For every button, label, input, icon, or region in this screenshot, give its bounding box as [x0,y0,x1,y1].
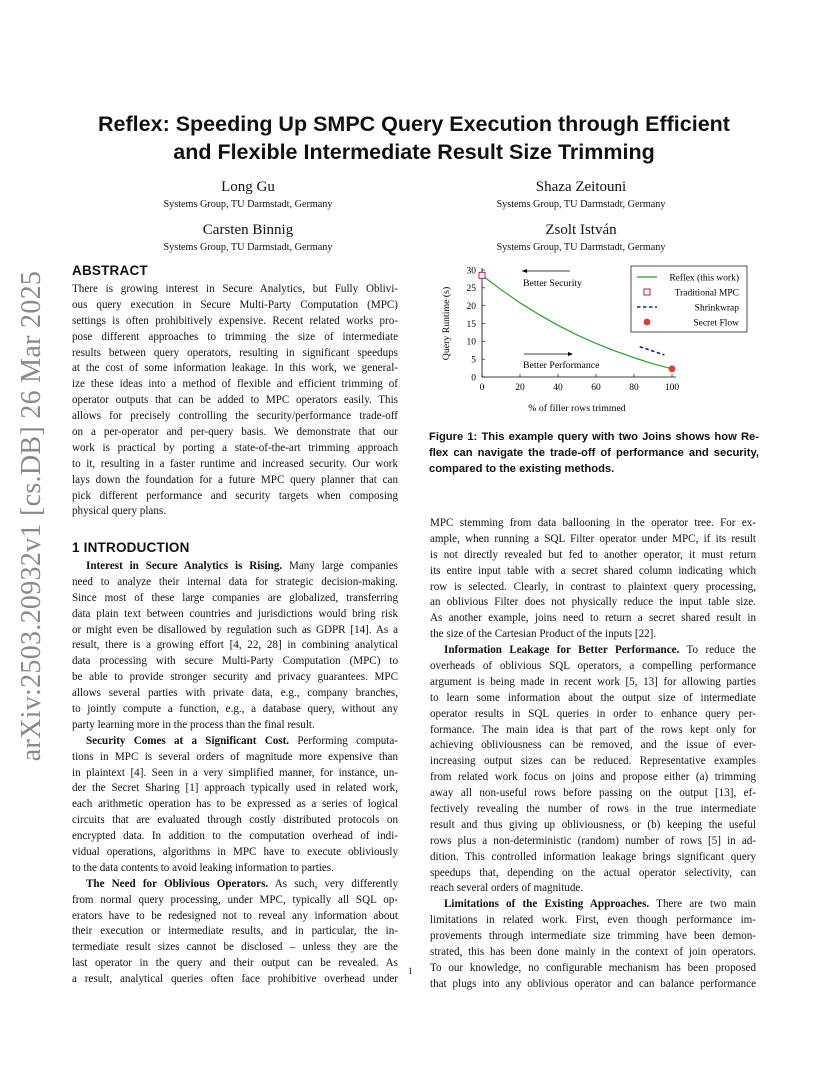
annotation-better-security: Better Security [523,278,583,289]
abstract-line: to it, resulting in a faster runtime and increased security. Our work [72,457,398,470]
text-line [430,897,756,913]
abstract-line: There is growing interest in Secure Analytics, but Fully Oblivi- [72,283,398,295]
abstract-body [72,282,398,520]
text-run: an oblivious Filter does not physically reduce the input table size. [430,596,756,609]
author-name: Shaza Zeitouni [535,179,627,195]
text-run: overheads of oblivious SQL operators, a compelling performance [430,660,756,673]
text-run: formance. The main idea is that part of the rows kept only for [430,723,756,736]
performance-arrow-head [568,352,573,356]
text-line [430,881,756,897]
abstract-line: physical query plans. [72,505,166,518]
title-line-2: and Flexible Intermediate Result Size Trimming [173,140,655,164]
author-affiliation: Systems Group, TU Darmstadt, Germany [496,199,666,210]
text-run: need to analyze their internal data for strategic decision-making. [72,575,398,588]
y-tick-label: 15 [466,319,476,330]
text-line [72,559,398,575]
text-line [72,877,398,893]
text-line [430,580,756,596]
abstract-line: settings is often prohibitively expensive. Recent related works pro- [72,314,398,327]
text-run: rows plus a non-deterministic (random) number of rows [5] in ad- [430,834,756,847]
text-run: its entire input table with a secret shared column indicating which [430,564,756,577]
page-number: 1 [408,966,413,976]
text-run: be able to provide stronger security and privacy guarantees. MPC [72,671,398,684]
annotation-better-performance: Better Performance [523,360,600,371]
legend-label: Secret Flow [693,318,739,329]
text-line [430,850,756,866]
y-tick-label: 30 [466,266,476,277]
text-line [72,940,398,956]
text-line [72,956,398,972]
text-run: There are two main [649,898,756,911]
text-run: circuits that are evaluated through costly distributed protocols on [72,814,398,827]
text-run: To reduce the [679,644,756,657]
text-line [430,675,756,691]
x-tick-label: 100 [664,383,680,393]
text-run: row is selected. Clearly, in contrast to plaintext query processing, [430,580,756,593]
text-line [430,786,756,802]
legend-swatch-circle [644,319,651,326]
author-affiliation: Systems Group, TU Darmstadt, Germany [163,199,333,210]
text-run: Many large companies [282,560,398,572]
text-line [72,797,398,813]
abstract-heading: ABSTRACT [72,263,148,278]
text-run: erators have to be redesigned not to reveal any information about [72,909,398,922]
x-axis-label: % of filler rows trimmed [528,403,626,414]
y-tick-label: 0 [471,373,476,384]
text-line [72,686,398,702]
paragraph-lead: Limitations of the Existing Approaches. [444,898,650,911]
text-line [430,595,756,611]
text-run: encrypted data. In addition to the computation overhead of indi- [72,830,398,843]
text-line [430,564,756,580]
paragraph-lead: Security Comes at a Significant Cost. [86,734,290,747]
caption-line: Figure 1: This example query with two Joins shows how Re- [429,431,759,443]
text-line [72,845,398,861]
text-run: in plaintext [4]. Seen in a very simplified manner, for instance, un- [72,766,398,779]
text-line [430,611,756,627]
text-run: operator results in SQL queries in order to enhance query per- [430,707,756,720]
abstract-line: pose different approaches to trimming the size of intermediate [72,330,398,343]
text-line [72,654,398,670]
abstract-line: on a per-operator and per-query basis. We demonstrate that our [72,426,398,439]
text-line [72,734,398,750]
text-line [72,575,398,591]
x-tick-label: 60 [591,383,601,393]
text-line [430,548,756,564]
abstract-line: results between query operators, resulting in significant speedups [72,346,398,359]
text-run: strated, this has been done mainly in the context of join operators. [430,946,756,959]
security-arrow-head [522,269,527,273]
text-line [72,591,398,607]
text-line [72,893,398,909]
caption-line: flex can navigate the trade-off of performance and security, [429,446,759,459]
y-tick-label: 20 [466,301,476,312]
text-line [430,929,756,945]
author-affiliation: Systems Group, TU Darmstadt, Germany [163,242,333,253]
text-line [430,754,756,770]
series-shrinkwrap-line [640,347,665,355]
text-line [72,861,398,877]
text-run: data plain text between countries and jurisdictions would bring risk [72,607,398,620]
text-run: tions in MPC is several orders of magnitude more expensive than [72,750,398,763]
text-line [430,913,756,929]
text-line [430,738,756,754]
text-line [430,532,756,548]
arxiv-stamp-text: arXiv:2503.20932v1 [cs.DB] 26 Mar 2025 [16,270,47,762]
title-line-1: Reflex: Speeding Up SMPC Query Execution through Efficient [98,112,730,136]
text-run: result, there is a growing effort [4, 22, 28] in combining analytical [72,639,398,652]
text-run: increasing output sizes can be reduced. Representative examples [430,755,756,768]
author-name: Long Gu [221,179,275,195]
text-line [430,866,756,882]
text-line [430,945,756,961]
text-run: Performing computa- [289,734,398,747]
text-line [430,627,756,643]
author-block-3 [78,221,418,254]
y-tick-label: 10 [466,337,476,348]
text-line [430,723,756,739]
text-line [430,691,756,707]
text-run: achieving obliviousness can be removed, and the issue of ever- [430,739,756,752]
y-axis-label: Query Runtime (s) [441,286,452,361]
text-line [72,972,398,988]
text-run: or might even be disallowed by regulation such as GDPR [14]. As a [72,623,398,636]
text-line [430,802,756,818]
author-block-4 [411,221,751,254]
author-name: Carsten Binnig [202,222,294,238]
legend-label: Shrinkwrap [694,303,739,314]
text-line [72,909,398,925]
text-run: data processing with secure Multi-Party Computation (MPC) to [72,655,398,668]
text-run: the size of the Cartesian Product of the inputs [22]. [430,628,657,641]
abstract-line: pick different performance and security targets when composing [72,489,398,502]
caption-line: compared to the existing methods. [429,462,615,475]
author-block-1 [78,178,418,211]
left-column-body [72,559,398,988]
text-line [430,707,756,723]
text-run: party learning more in the process than the final result. [72,718,315,731]
abstract-line: allows for precisely controlling the security/performance trade-off [72,410,398,423]
text-run: from normal query processing, under MPC, typically all SQL op- [72,893,398,906]
text-run: fectively revealing the number of rows in the true intermediate [430,803,756,816]
text-run: to the data contents to avoid leaking information to parties. [72,861,334,874]
text-run: As another example, joins need to return a secret shared result in [430,612,756,625]
paragraph-lead: Interest in Secure Analytics is Rising. [86,560,283,572]
runtime-chart [436,258,762,420]
text-line [72,638,398,654]
abstract-line: ize these ideas into a method of flexible and efficient trimming of [72,378,398,391]
text-run: termediate result sizes cannot be disclosed – unless they are the [72,941,398,954]
text-line [72,607,398,623]
text-line [72,813,398,829]
x-tick-label: 80 [629,383,639,393]
text-run: To our knowledge, no configurable mechanism has been proposed [430,961,756,974]
intro-heading: 1 INTRODUCTION [72,540,190,555]
text-run: to jointly compute a function, e.g., a database query, without any [72,703,398,716]
abstract-line: lays down the foundation for a future MPC query planner that can [72,473,398,486]
text-run: MPC stemming from data ballooning in the operator tree. For ex- [430,517,756,529]
x-tick-label: 40 [553,383,563,393]
text-run: their execution or intermediate results, and in particular, the in- [72,925,398,938]
text-line [430,659,756,675]
chart-legend [631,266,747,332]
text-line [72,750,398,766]
text-run: reach several orders of magnitude. [430,882,584,895]
text-run: last operator in the query and their output can be revealed. As [72,957,398,970]
text-line [72,702,398,718]
text-line [72,829,398,845]
text-line [430,516,756,532]
abstract-line: work is practical by porting a state-of-the-art trimming approach [72,441,398,454]
author-affiliation: Systems Group, TU Darmstadt, Germany [496,242,666,253]
text-line [430,643,756,659]
paragraph-lead: Information Leakage for Better Performance. [444,644,680,657]
author-name: Zsolt István [545,222,617,238]
x-tick-label: 20 [515,383,525,393]
y-tick-label: 25 [466,284,476,295]
text-line [72,623,398,639]
text-run: to learn some information about the output size of intermediate [430,691,756,704]
paragraph-lead: The Need for Oblivious Operators. [86,877,269,890]
text-line [72,924,398,940]
text-line [72,766,398,782]
text-run: from related work focus on joins and propose either (a) trimming [430,771,756,784]
text-line [72,670,398,686]
series-secret-flow-marker [669,365,676,372]
text-run: a result, analytical queries often face prohibitive overhead under [72,973,398,986]
text-run: is not directly revealed but fed to another operator, it must return [430,548,756,561]
text-line [430,818,756,834]
text-run: der the Secret Sharing [1] approach typically used in related work, [72,782,398,795]
text-run: provements through intermediate size trimming have been demon- [430,930,756,943]
text-line [430,961,756,977]
text-run: Since most of these large companies are globalized, transferring [72,591,398,604]
figure-caption [429,430,759,478]
text-run: argument is being made in recent work [5, 13] for allowing parties [430,675,756,688]
text-line [430,770,756,786]
text-line [72,718,398,734]
arxiv-stamp [2,270,62,762]
text-run: away all non-useful rows before passing on the output [13], ef- [430,787,756,800]
abstract-line: at the cost of some information leakage. In this work, we general- [72,362,398,375]
legend-label: Reflex (this work) [669,273,739,284]
text-line [430,977,756,993]
text-run: allows several parties with private data, e.g., company branches, [72,687,398,700]
text-run: result and thus giving up obliviousness, or (b) keeping the useful [430,818,756,831]
text-run: vidual operations, algorithms in MPC have to execute obliviously [72,846,398,859]
abstract-line: ous query execution in Secure Multi-Party Computation (MPC) [72,298,398,311]
text-line [72,781,398,797]
text-run: speedups that, depending on the actual operator selectivity, can [430,866,756,879]
text-run: dition. This controlled information leakage brings significant query [430,850,756,863]
text-run: ample, when running a SQL Filter operator under MPC, if its result [430,532,756,545]
legend-swatch-square [644,289,650,295]
y-tick-label: 5 [471,355,476,366]
legend-label: Traditional MPC [674,288,739,299]
author-block-2 [411,178,751,211]
text-line [430,834,756,850]
series-traditional-mpc-marker [479,272,485,278]
abstract-line: operator outputs that can be added to MPC operators easily. This [72,394,398,407]
right-column-body [430,516,756,993]
text-run: limitations in related work. First, even though performance im- [430,914,756,927]
text-run: As such, very differently [268,877,398,890]
paper-title [72,110,756,166]
text-run: that plugs into any oblivious operator and can balance performance [430,977,756,990]
text-run: each arithmetic operation has to be expressed as a series of logical [72,798,398,811]
x-tick-label: 0 [479,383,485,393]
